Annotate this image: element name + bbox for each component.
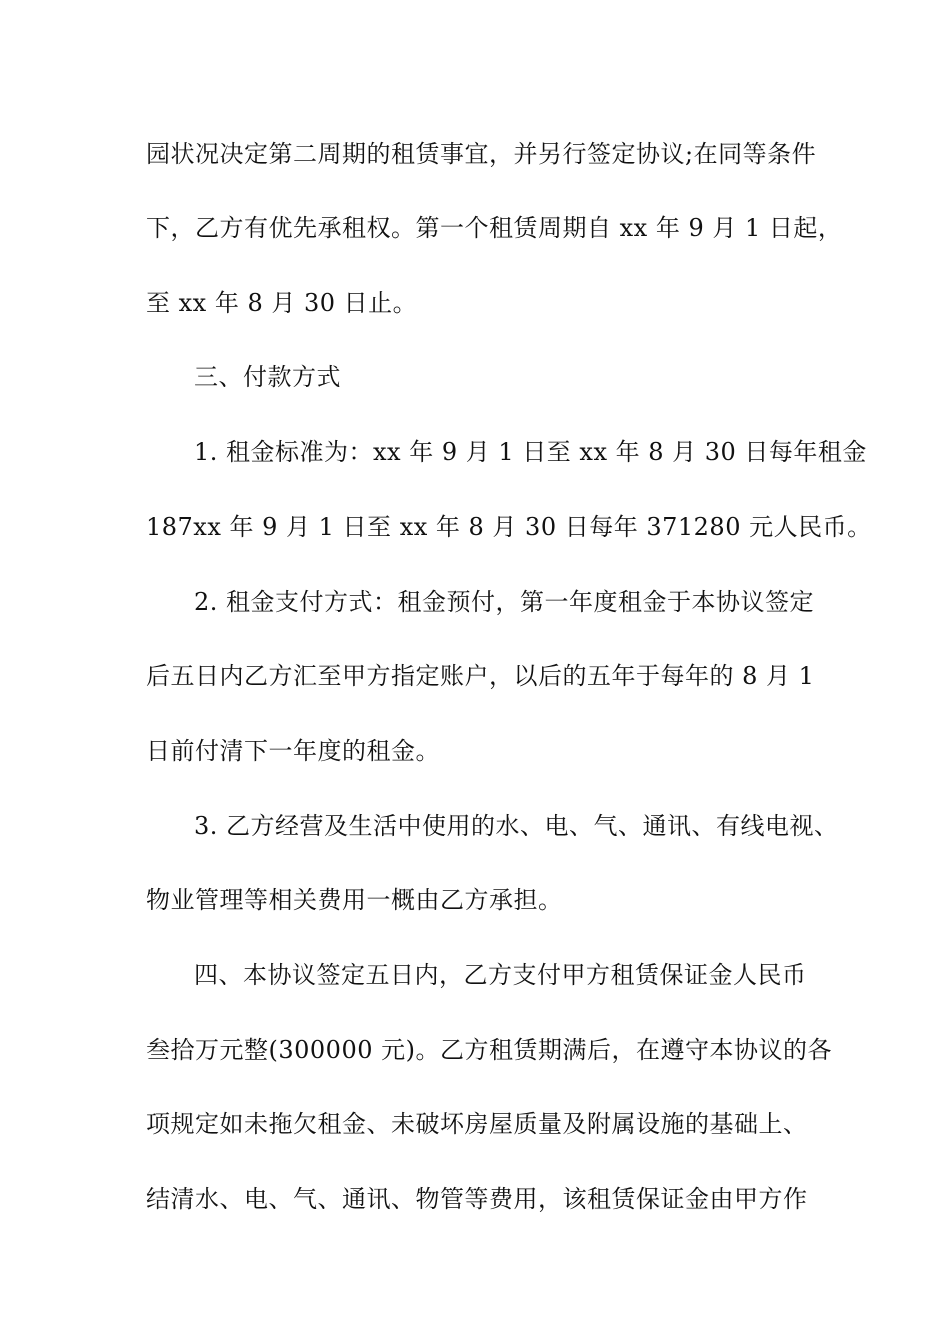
text-line: 园状况决定第二周期的租赁事宜，并另行签定协议;在同等条件	[146, 140, 817, 168]
section-heading: 三、付款方式	[194, 363, 341, 391]
text-line: 187xx 年 9 月 1 日至 xx 年 8 月 30 日每年 371280 元人民币。	[146, 513, 872, 541]
text-line: 1. 租金标准为：xx 年 9 月 1 日至 xx 年 8 月 30 日每年租金	[194, 438, 867, 466]
section-heading: 四、本协议签定五日内，乙方支付甲方租赁保证金人民币	[194, 961, 807, 989]
text-line: 项规定如未拖欠租金、未破坏房屋质量及附属设施的基础上、	[146, 1110, 808, 1138]
text-line: 至 xx 年 8 月 30 日止。	[146, 289, 418, 317]
text-line: 叁拾万元整(300000 元)。乙方租赁期满后，在遵守本协议的各	[146, 1036, 832, 1064]
text-line: 日前付清下一年度的租金。	[146, 737, 440, 765]
text-line: 结清水、电、气、通讯、物管等费用，该租赁保证金由甲方作	[146, 1185, 808, 1213]
text-line: 3. 乙方经营及生活中使用的水、电、气、通讯、有线电视、	[194, 812, 839, 840]
text-line: 物业管理等相关费用一概由乙方承担。	[146, 886, 563, 914]
text-line: 下，乙方有优先承租权。第一个租赁周期自 xx 年 9 月 1 日起，	[146, 214, 843, 242]
text-line: 2. 租金支付方式：租金预付，第一年度租金于本协议签定	[194, 588, 815, 616]
text-line: 后五日内乙方汇至甲方指定账户，以后的五年于每年的 8 月 1	[146, 662, 815, 690]
